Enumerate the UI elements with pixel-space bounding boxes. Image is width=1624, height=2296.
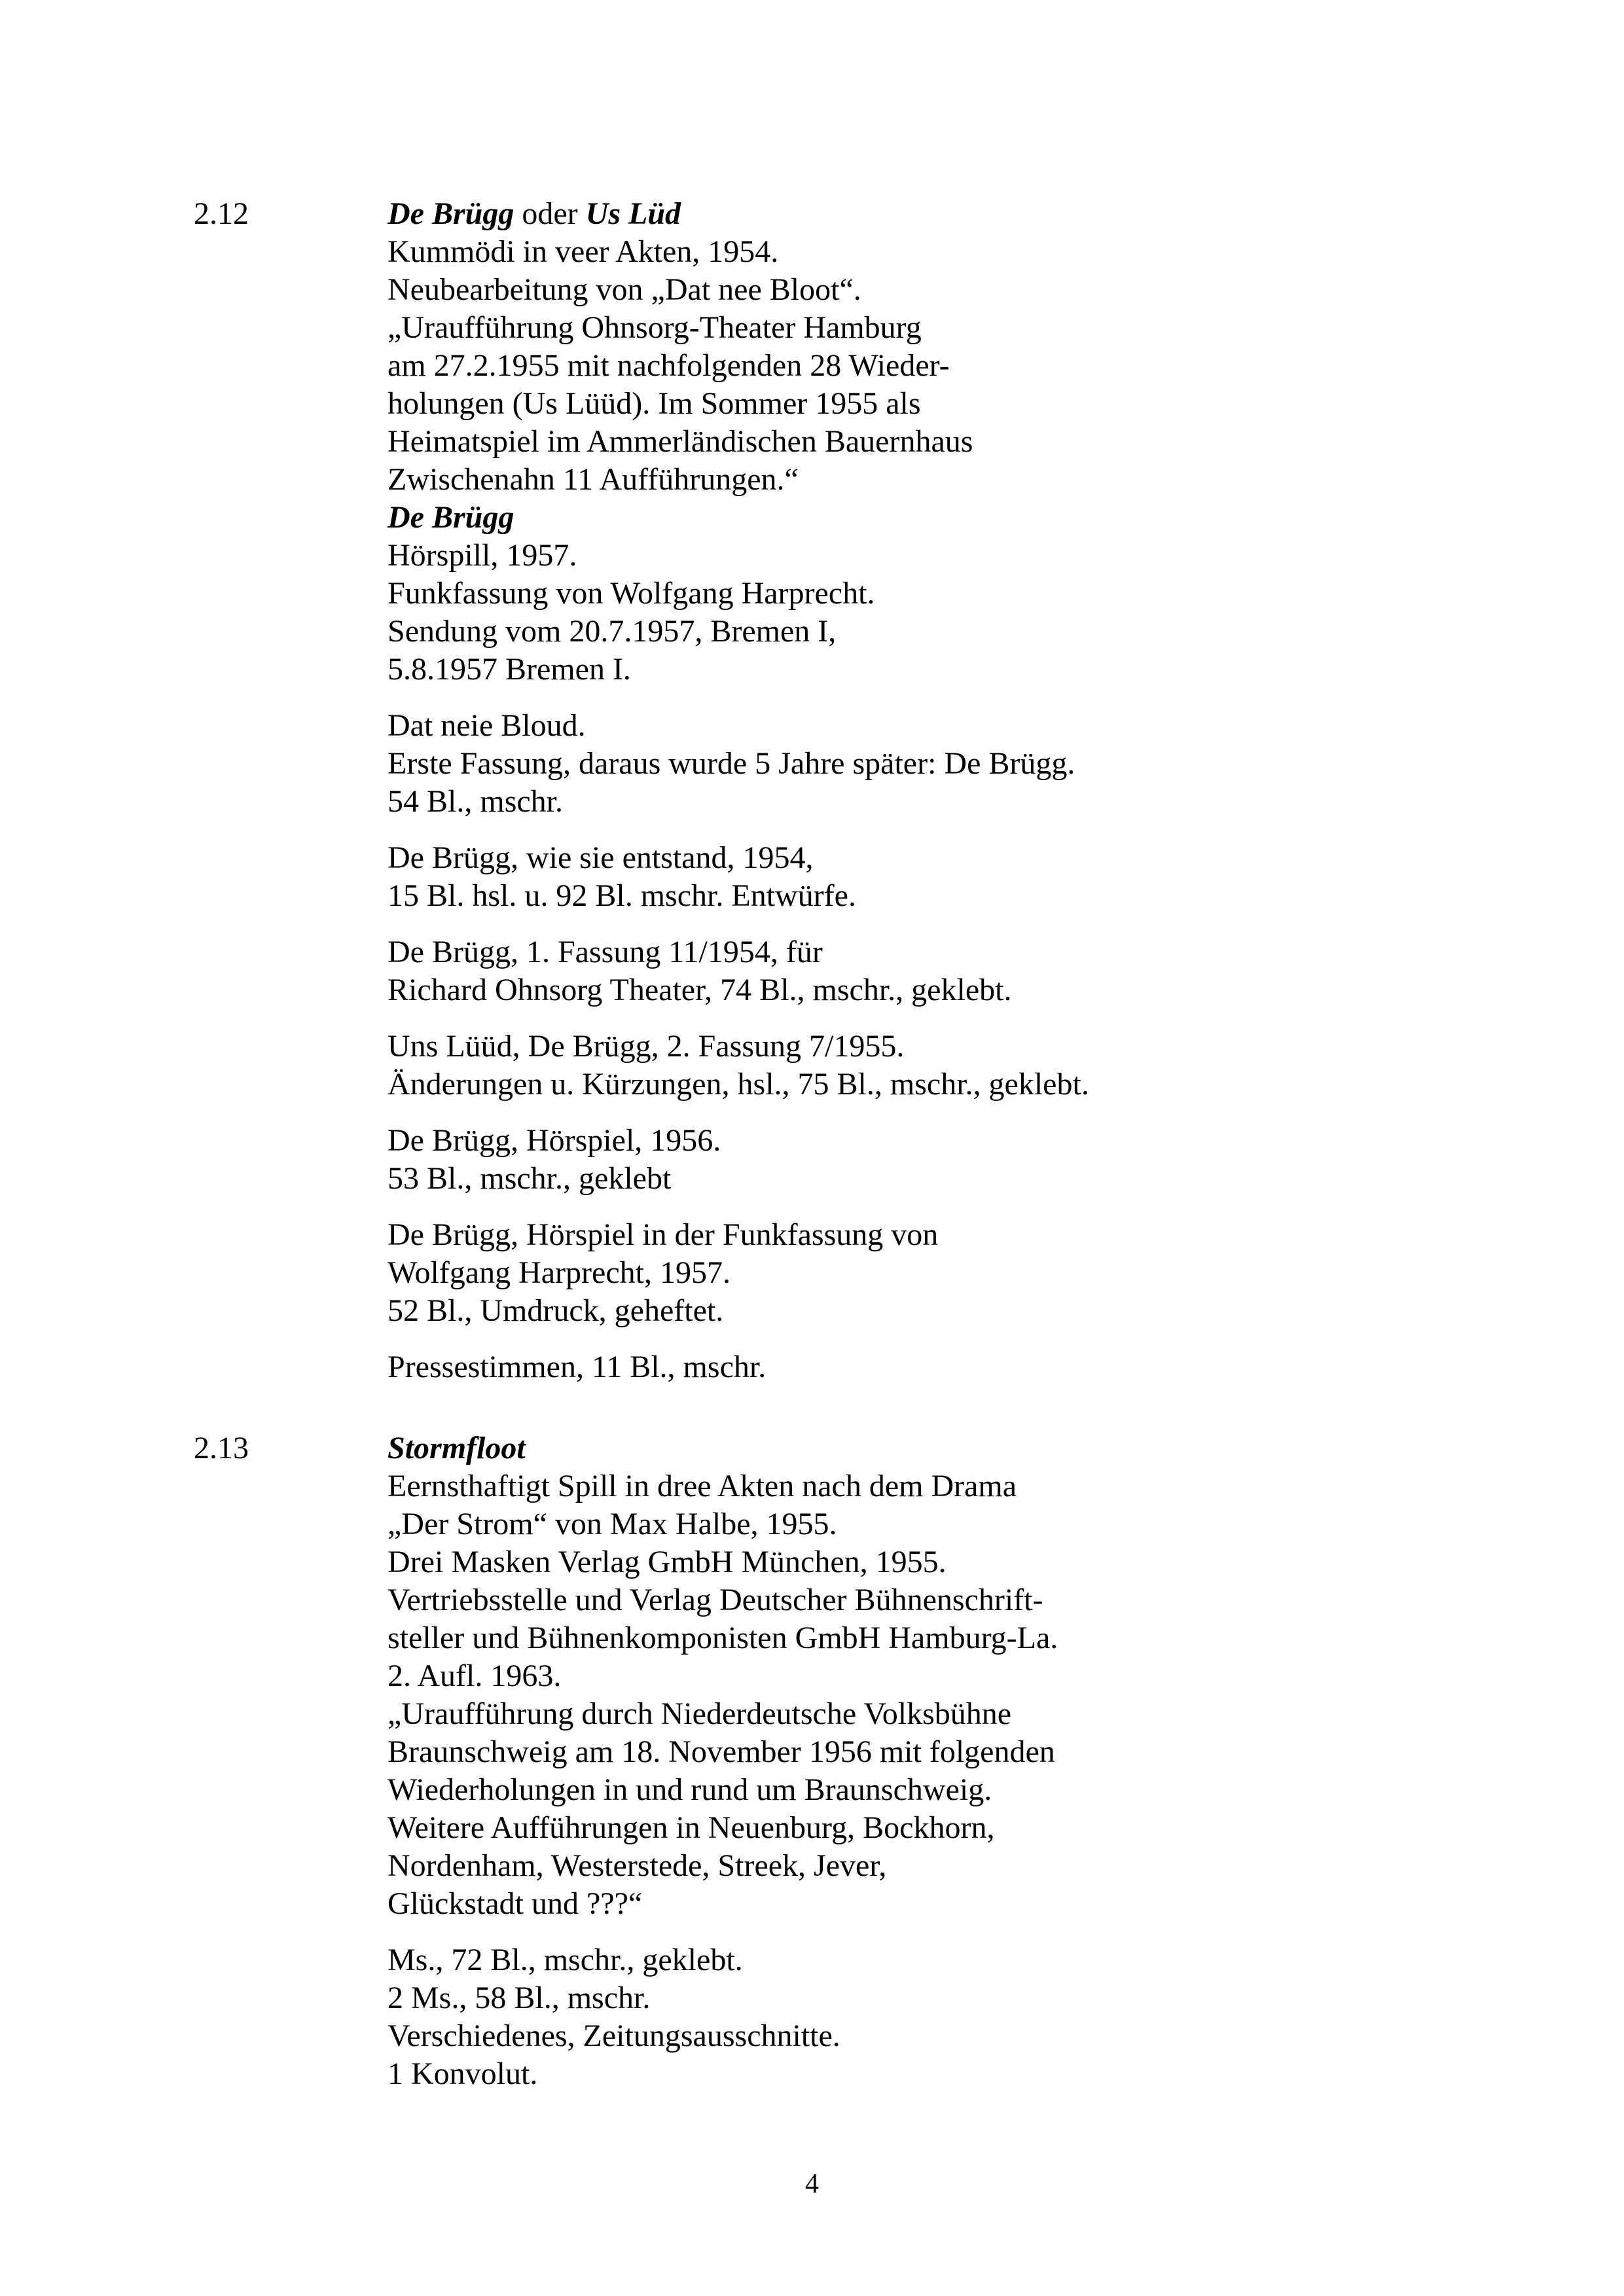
holding-line: De Brügg, Hörspiel in der Funkfassung von — [388, 1217, 939, 1252]
text-line: „Der Strom“ von Max Halbe, 1955. — [388, 1507, 837, 1541]
holding-line: 1 Konvolut. — [388, 2056, 538, 2091]
paragraph-gap — [388, 1198, 1533, 1216]
holding-line: Richard Ohnsorg Theater, 74 Bl., mschr., geklebt. — [388, 973, 1012, 1007]
text-line: Wiederholungen in und rund um Braunschweig. — [388, 1772, 992, 1807]
title-part-b: Us Lüd — [585, 196, 681, 231]
holding-line: 53 Bl., mschr., geklebt — [388, 1161, 672, 1196]
holding-line: Pressestimmen, 11 Bl., mschr. — [388, 1350, 767, 1384]
entry-body — [388, 195, 1533, 1386]
text-line: am 27.2.1955 mit nachfolgenden 28 Wieder- — [388, 348, 950, 383]
text-line: Zwischenahn 11 Aufführungen.“ — [388, 462, 799, 497]
holding-line: De Brügg, 1. Fassung 11/1954, für — [388, 935, 823, 969]
paragraph-gap — [388, 689, 1533, 707]
paragraph-gap — [388, 1330, 1533, 1348]
holding-line: Dat neie Bloud. — [388, 708, 586, 743]
holding-line: 52 Bl., Umdruck, geheftet. — [388, 1293, 724, 1328]
text-line: Glückstadt und ???“ — [388, 1886, 643, 1921]
text-line: Kummödi in veer Akten, 1954. — [388, 234, 779, 269]
entry-title: Stormfloot — [388, 1431, 526, 1465]
title-join: oder — [514, 196, 586, 231]
text-line: Neubearbeitung von „Dat nee Bloot“. — [388, 272, 861, 307]
text-line: Weitere Aufführungen in Neuenburg, Bockhorn, — [388, 1810, 995, 1845]
holding-line: De Brügg, Hörspiel, 1956. — [388, 1123, 721, 1158]
holding-line: De Brügg, wie sie entstand, 1954, — [388, 840, 814, 875]
holding-line: 54 Bl., mschr. — [388, 784, 564, 819]
paragraph-gap — [388, 1009, 1533, 1028]
text-line: Drei Masken Verlag GmbH München, 1955. — [388, 1545, 947, 1579]
entry-subtitle: De Brügg — [388, 500, 514, 535]
text-line: 2. Aufl. 1963. — [388, 1659, 562, 1693]
page-number: 4 — [805, 2169, 819, 2199]
holding-line: Erste Fassung, daraus wurde 5 Jahre später: De Brügg. — [388, 746, 1075, 781]
text-line: Funkfassung von Wolfgang Harprecht. — [388, 576, 875, 611]
entry-title — [388, 195, 1533, 233]
holding-line: Ms., 72 Bl., mschr., geklebt. — [388, 1943, 743, 1977]
text-line: holungen (Us Lüüd). Im Sommer 1955 als — [388, 386, 921, 421]
text-line: Nordenham, Westerstede, Streek, Jever, — [388, 1848, 887, 1883]
title-part-a: De Brügg — [388, 196, 514, 231]
text-line: Sendung vom 20.7.1957, Bremen I, — [388, 614, 837, 649]
paragraph-gap — [388, 915, 1533, 933]
paragraph-gap — [388, 1103, 1533, 1122]
holding-line: Wolfgang Harprecht, 1957. — [388, 1255, 731, 1290]
text-line: „Uraufführung Ohnsorg-Theater Hamburg — [388, 310, 922, 345]
text-line: Eernsthaftigt Spill in dree Akten nach dem Drama — [388, 1469, 1017, 1503]
entry-number: 2.12 — [194, 196, 249, 231]
text-line: 5.8.1957 Bremen I. — [388, 652, 631, 687]
holding-line: Verschiedenes, Zeitungsausschnitte. — [388, 2018, 840, 2053]
entry-number: 2.13 — [194, 1431, 249, 1465]
paragraph-gap — [388, 1923, 1533, 1941]
holding-line: Uns Lüüd, De Brügg, 2. Fassung 7/1955. — [388, 1029, 905, 1064]
text-line: steller und Bühnenkomponisten GmbH Hamburg-La. — [388, 1621, 1058, 1655]
text-line: Hörspill, 1957. — [388, 538, 577, 573]
text-line: „Uraufführung durch Niederdeutsche Volksbühne — [388, 1696, 1012, 1731]
holding-line: Änderungen u. Kürzungen, hsl., 75 Bl., mschr., geklebt. — [388, 1067, 1089, 1102]
holding-line: 15 Bl. hsl. u. 92 Bl. mschr. Entwürfe. — [388, 878, 856, 913]
text-line: Vertriebsstelle und Verlag Deutscher Bühnenschrift- — [388, 1583, 1043, 1617]
paragraph-gap — [388, 821, 1533, 839]
text-line: Heimatspiel im Ammerländischen Bauernhaus — [388, 424, 973, 459]
text-line: Braunschweig am 18. November 1956 mit folgenden — [388, 1734, 1055, 1769]
holding-line: 2 Ms., 58 Bl., mschr. — [388, 1981, 651, 2015]
entry-body — [388, 1429, 1533, 2093]
